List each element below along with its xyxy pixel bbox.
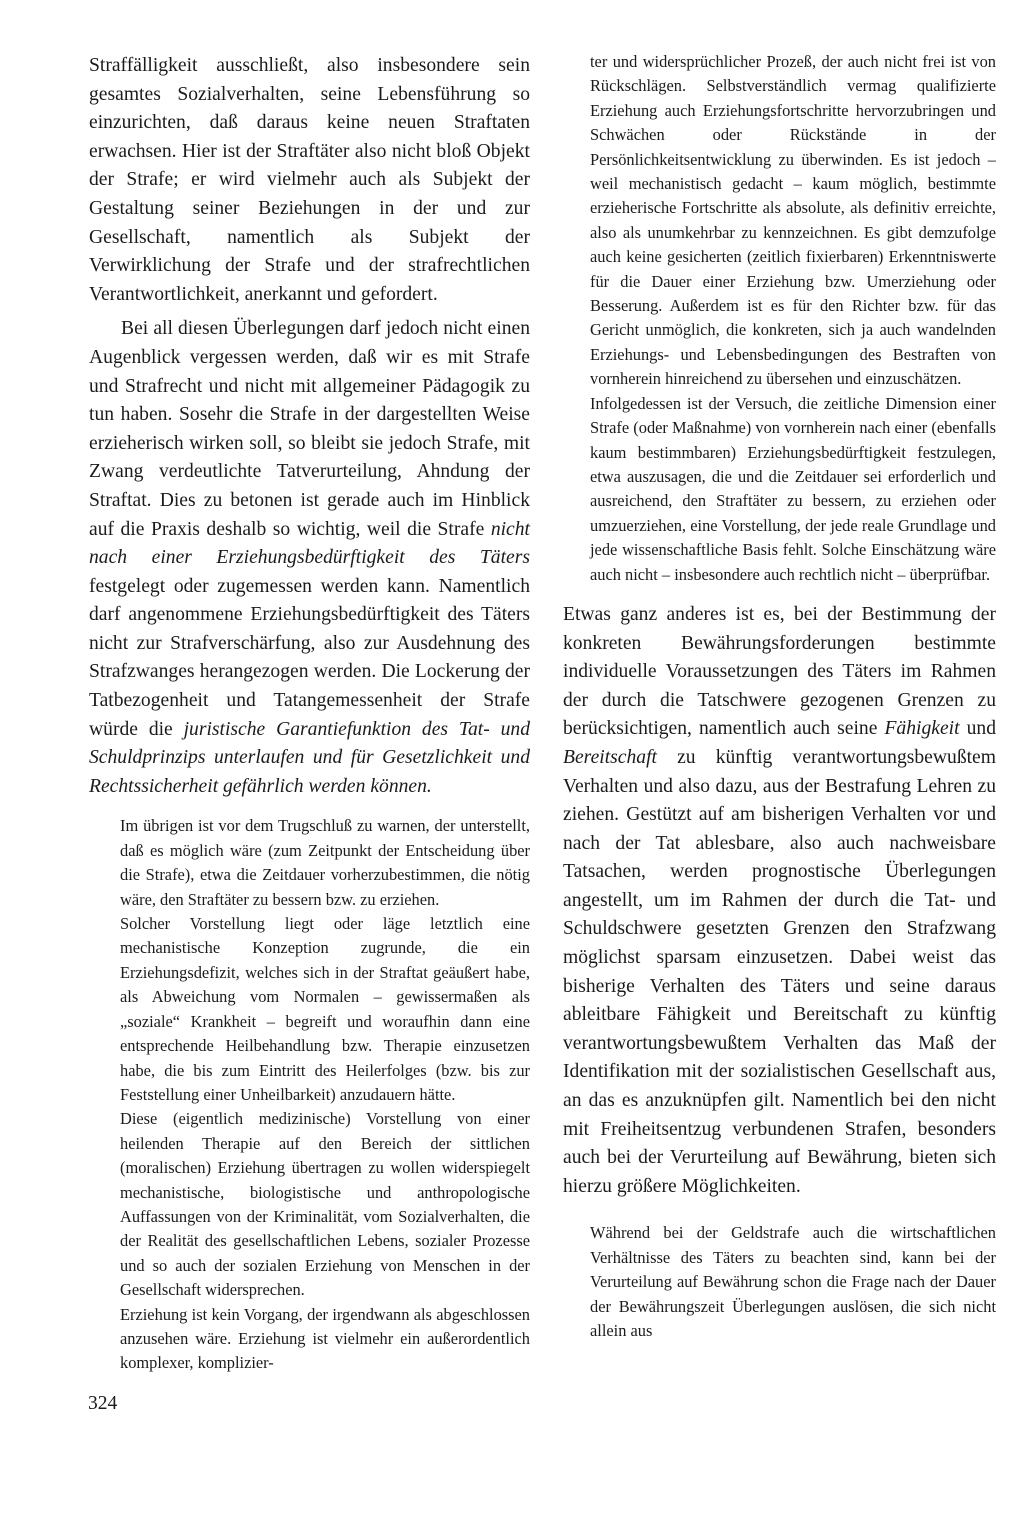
small-print-block [89, 814, 530, 1375]
small-paragraph: Diese (eigentlich medizinische) Vorstellung von einer heilenden Therapie auf den Bereich der sittlichen (moralischen) Erziehung übertragen zu wollen widerspiegelt mechanistische, biologistische und anthropologische Auffassungen von der Kriminalität, vom Sozialverhalten, die der Realität des gesellschaftlichen Lebens, sozialer Prozesse und so auch der sozialen Erziehung von Menschen in der Gesellschaft widersprechen. [120, 1109, 530, 1300]
small-print-block [563, 50, 996, 587]
text: Bei all diesen Überlegungen darf jedoch nicht einen Augenblick vergessen werden, daß wir es mit Strafe und Strafrecht und nicht mit allgemeiner Pädagogik zu tun haben. Sosehr die Strafe in der dargestellten Weise erzieherisch wirken soll, so bleibt sie jedoch Strafe, mit Zwang verdeutlichte Tatverurteilung, Ahndung der Straftat. Dies zu betonen ist gerade auch im Hinblick auf die Praxis deshalb so wichtig, weil die Strafe [89, 318, 530, 540]
text: und [959, 718, 996, 740]
small-paragraph: Infolgedessen ist der Versuch, die zeitliche Dimension einer Strafe (oder Maßnahme) von vornherein nach einer (ebenfalls kaum bestimmbaren) Erziehungsbedürftigkeit festzulegen, etwa auszusagen, die und die Zeitdauer sei erforderlich und ausreichend, den Straftäter zu bessern, zu erziehen oder umzuerziehen, eine Vorstellung, der jede reale Grundlage und jede wissenschaftliche Basis fehlt. Solche Einschätzung wäre auch nicht – insbesondere auch rechtlich nicht – überprüfbar. [590, 393, 996, 584]
left-column [89, 52, 530, 1376]
small-paragraph: Während bei der Geldstrafe auch die wirtschaftlichen Verhältnisse des Täters zu beachten sind, kann bei der Verurteilung auf Bewährung schon die Frage nach der Dauer der Bewährungszeit Überlegungen auslösen, die sich nicht allein aus [590, 1223, 996, 1341]
right-column [563, 50, 996, 1343]
page-number: 324 [88, 1393, 118, 1414]
small-paragraph: Solcher Vorstellung liegt oder läge letztlich eine mechanistische Konzeption zugrunde, die ein Erziehungsdefizit, welches sich in der Straftat geäußert habe, als Abweichung vom Normalen – gewissermaßen als „soziale“ Krankheit – begreift und woraufhin dann eine entsprechende Heilbehandlung bzw. Therapie einzusetzen habe, die bis zum Eintritt des Heilerfolges (bzw. bis zur Feststellung einer Unheilbarkeit) anzudauern hätte. [120, 914, 530, 1104]
emphasis: Fähigkeit [884, 718, 960, 740]
paragraph [89, 315, 530, 801]
small-paragraph: Im übrigen ist vor dem Trugschluß zu warnen, der unterstellt, daß es möglich wäre (zum Zeitpunkt der Entscheidung über die Strafe), etwa die Zeitdauer vorherzubestimmen, die nötig wäre, den Straftäter zu bessern bzw. zu erziehen. [120, 816, 530, 909]
emphasis: nicht nach einer Erziehungsbedürftigkeit des Täters [89, 518, 530, 569]
text: Etwas ganz anderes ist es, bei der Bestimmung der konkreten Bewährungsforderungen bestimmte individuelle Voraussetzungen des Täters im Rahmen der durch die Tatschwere gezogenen Grenzen zu berücksichtigen, namentlich auch seine [563, 603, 996, 740]
small-paragraph: Erziehung ist kein Vorgang, der irgendwann als abgeschlossen anzusehen wäre. Erziehung ist vielmehr ein außerordentlich komplexer, komplizier- [120, 1304, 530, 1373]
emphasis: juristische Garantiefunktion des Tat- und Schuldprinzips unterlaufen und für Gesetzlichkeit und Rechtssicherheit gefährlich werden können. [89, 718, 530, 797]
paragraph [563, 601, 996, 1201]
emphasis: Bereitschaft [563, 746, 657, 768]
small-print-block [563, 1221, 996, 1343]
text: festgelegt oder zugemessen werden kann. Namentlich darf angenommene Erziehungsbedürftigkeit des Täters nicht zur Strafverschärfung, also zur Ausdehnung des Strafzwanges herangezogen werden. Die Lockerung der Tatbezogenheit und Tatangemessenheit der Strafe würde die [89, 575, 530, 740]
paragraph: Straffälligkeit ausschließt, also insbesondere sein gesamtes Sozialverhalten, seine Lebensführung so einzurichten, daß daraus keine neuen Straftaten erwachsen. Hier ist der Straftäter also nicht bloß Objekt der Strafe; er wird vielmehr auch als Subjekt der Gestaltung seiner Beziehungen in der und zur Gesellschaft, namentlich als Subjekt der Verwirklichung der Strafe und der strafrechtlichen Verantwortlichkeit, anerkannt und gefordert. [89, 55, 530, 305]
small-paragraph: ter und widersprüchlicher Prozeß, der auch nicht frei ist von Rückschlägen. Selbstverständlich vermag qualifizierte Erziehung auch Erziehungsfortschritte hervorzubringen und Schwächen oder Rückstände in der Persönlichkeitsentwicklung zu überwinden. Es ist jedoch – weil mechanistisch gedacht – kaum möglich, bestimmte erzieherische Fortschritte als absolute, als definitiv erreichte, also als unumkehrbar zu kennzeichnen. Es gibt demzufolge auch keine gesicherten (zeitlich fixierbaren) Erkenntniswerte für die Dauer einer Erziehung bzw. Umerziehung oder Besserung. Außerdem ist es für den Richter bzw. für das Gericht unmöglich, die konkreten, sich ja auch wandelnden Erziehungs- und Lebensbedingungen des Bestraften von vornherein hinreichend zu übersehen und einzuschätzen. [590, 52, 996, 389]
text: zu künftig verantwortungsbewußtem Verhalten und also dazu, aus der Bestrafung Lehren zu ziehen. Gestützt auf am bisherigen Verhalten vor und nach der Tat ablesbare, also auch nachweisbare Tatsachen, werden prognostische Überlegungen angestellt, um im Rahmen der durch die Tat- und Schuldschwere gesetzten Grenzen den Strafzwang möglichst sparsam einzusetzen. Dabei weist das bisherige Verhalten des Täters und seine daraus ableitbare Fähigkeit und Bereitschaft zu künftig verantwortungsbewußtem Verhalten das Maß der Identifikation mit der sozialistischen Gesellschaft aus, an das es anzuknüpfen gilt. Namentlich bei den nicht mit Freiheitsentzug verbundenen Strafen, besonders auch bei der Verurteilung auf Bewährung, bieten sich hierzu größere Möglichkeiten. [563, 746, 996, 1197]
